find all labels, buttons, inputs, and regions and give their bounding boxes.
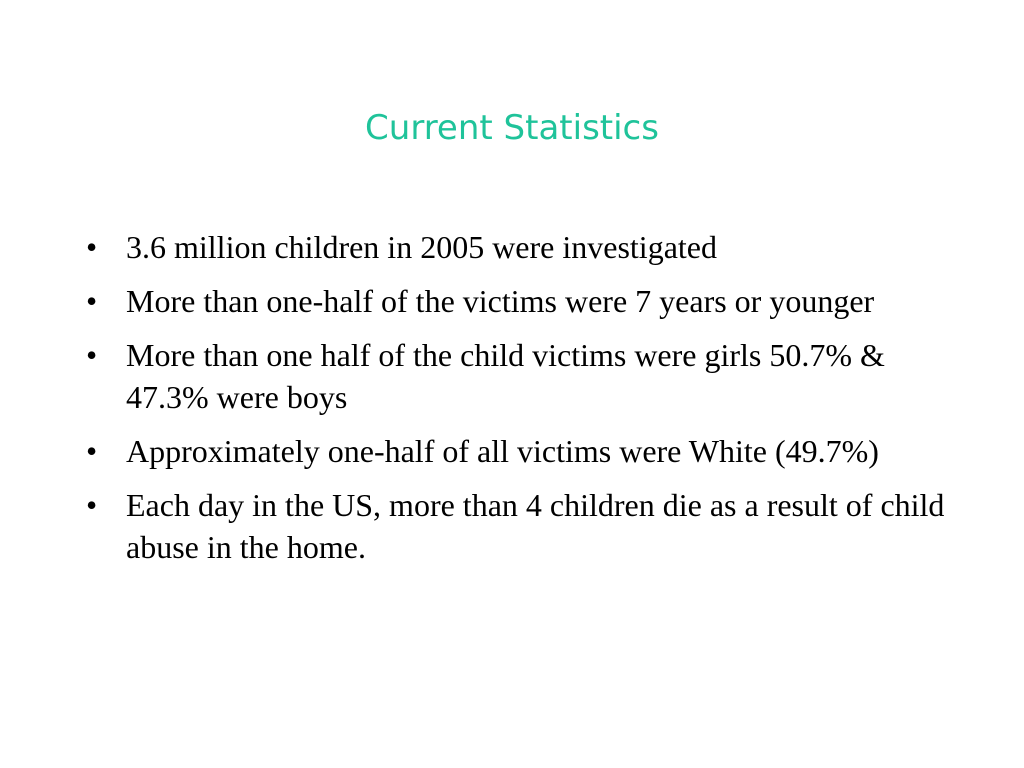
bullet-item xyxy=(86,226,946,268)
bullet-list xyxy=(86,226,946,580)
bullet-text: More than one half of the child victims were girls 50.7% & 47.3% were boys xyxy=(126,337,885,415)
bullet-item xyxy=(86,280,946,322)
slide-title: Current Statistics xyxy=(365,108,659,148)
bullet-text: More than one-half of the victims were 7 years or younger xyxy=(126,283,875,319)
bullet-marker: • xyxy=(86,487,98,523)
bullet-marker: • xyxy=(86,283,98,319)
bullet-marker: • xyxy=(86,433,98,469)
bullet-marker: • xyxy=(86,229,98,265)
bullet-item xyxy=(86,430,946,472)
bullet-item xyxy=(86,484,946,568)
bullet-text: Approximately one-half of all victims were White (49.7%) xyxy=(126,433,879,469)
bullet-text: 3.6 million children in 2005 were investigated xyxy=(126,229,717,265)
bullet-item xyxy=(86,334,946,418)
bullet-marker: • xyxy=(86,337,98,373)
bullet-text: Each day in the US, more than 4 children die as a result of child abuse in the home. xyxy=(126,487,945,565)
